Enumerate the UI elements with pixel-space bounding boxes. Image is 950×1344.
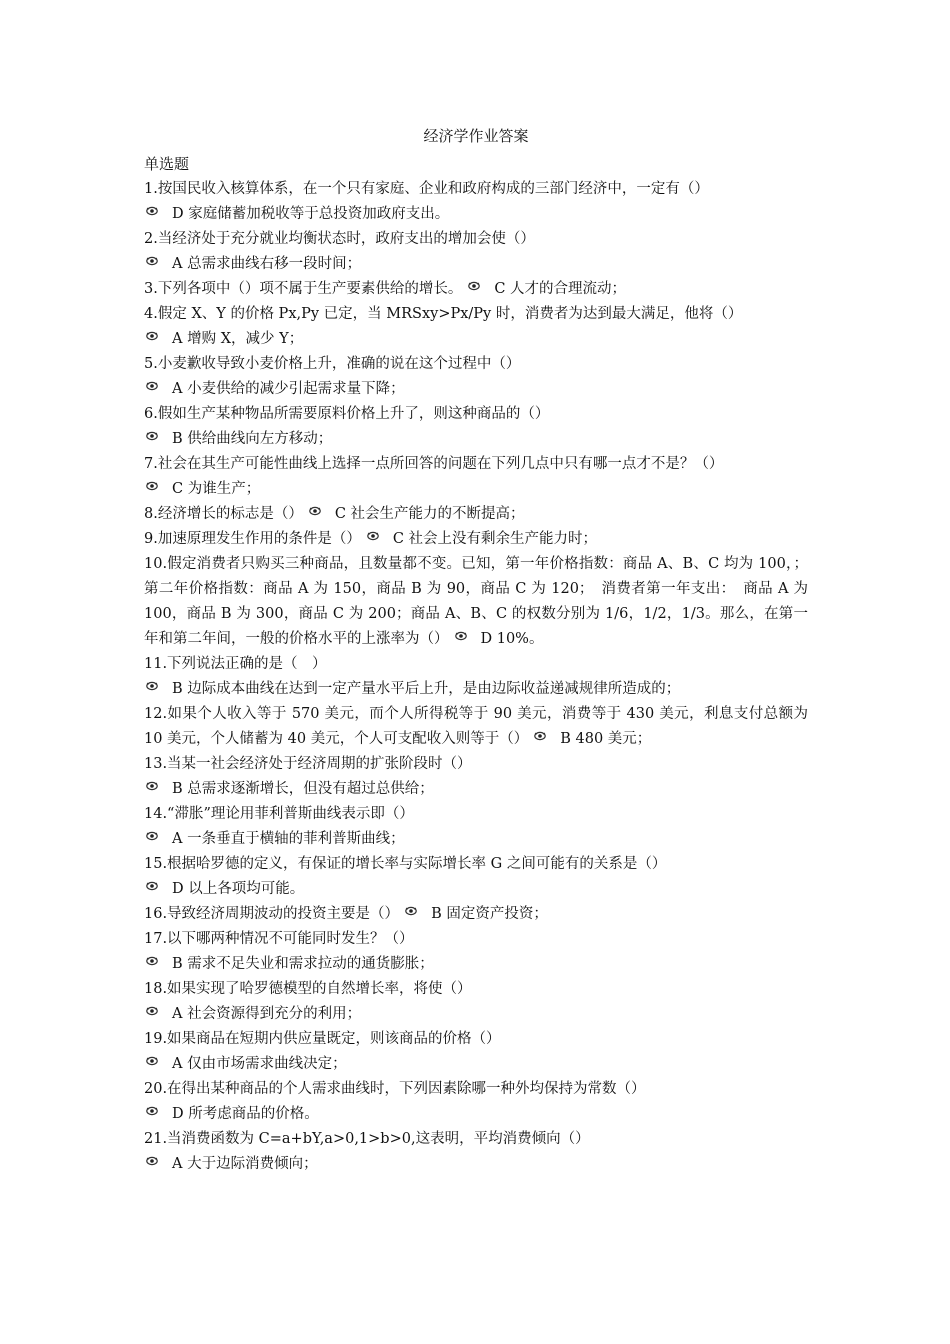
question-text: 21.当消费函数为 C=a+bY,a>0,1>b>0,这表明，平均消费倾向（） [144,1131,590,1147]
document-page [144,124,808,1177]
radio-selected-icon[interactable] [146,681,158,691]
answer-text: A 小麦供给的减少引起需求量下降； [172,381,405,397]
radio-selected-icon[interactable] [146,956,158,966]
radio-selected-icon[interactable] [455,631,467,641]
answer-text: D 10%。 [480,631,544,647]
answer-row [144,202,808,227]
answer-row [144,377,808,402]
question-text: 4.假定 X、Y 的价格 Px,Py 已定，当 MRSxy>Px/Py 时，消费者为达到最大满足，他将（） [144,306,743,322]
answer-text: C 人才的合理流动； [494,281,627,297]
answer-row [144,777,808,802]
question-row [144,552,808,652]
question-row [144,702,808,752]
answer-text: D 所考虑商品的价格。 [172,1106,319,1122]
answer-row [144,1052,808,1077]
radio-selected-icon[interactable] [146,256,158,266]
question-row [144,902,808,927]
question-row [144,502,808,527]
answer-text: B 固定资产投资； [431,906,548,922]
question-text: 11.下列说法正确的是（ ） [144,656,327,672]
answer-row [144,677,808,702]
question-text: 15.根据哈罗德的定义，有保证的增长率与实际增长率 G 之间可能有的关系是（） [144,856,667,872]
radio-selected-icon[interactable] [367,531,379,541]
question-text: 19.如果商品在短期内供应量既定，则该商品的价格（） [144,1031,501,1047]
answer-row [144,1152,808,1177]
answer-text: B 边际成本曲线在达到一定产量水平后上升，是由边际收益递减规律所造成的； [172,681,681,697]
radio-selected-icon[interactable] [146,1056,158,1066]
answer-row [144,1102,808,1127]
radio-selected-icon[interactable] [309,506,321,516]
answer-row [144,827,808,852]
radio-selected-icon[interactable] [146,481,158,491]
question-text: 3.下列各项中（）项不属于生产要素供给的增长。 [144,281,463,297]
question-text: 7.社会在其生产可能性曲线上选择一点所回答的问题在下列几点中只有哪一点才不是？（） [144,456,724,472]
answer-text: A 一条垂直于横轴的菲利普斯曲线； [172,831,405,847]
answer-row [144,952,808,977]
question-text: 8.经济增长的标志是（） [144,506,303,522]
question-text: 13.当某一社会经济处于经济周期的扩张阶段时（） [144,756,472,772]
radio-selected-icon[interactable] [146,381,158,391]
question-text: 20.在得出某种商品的个人需求曲线时，下列因素除哪一种外均保持为常数（） [144,1081,646,1097]
answer-text: B 供给曲线向左方移动； [172,431,333,447]
question-text: 2.当经济处于充分就业均衡状态时，政府支出的增加会使（） [144,231,535,247]
answer-text: A 总需求曲线右移一段时间； [172,256,362,272]
answer-row [144,1002,808,1027]
radio-selected-icon[interactable] [146,781,158,791]
radio-selected-icon[interactable] [534,731,546,741]
question-text: 14.“滞胀”理论用菲利普斯曲线表示即（） [144,806,414,822]
question-text: 9.加速原理发生作用的条件是（） [144,531,361,547]
answer-text: A 大于边际消费倾向； [172,1156,318,1172]
question-text: 10.假定消费者只购买三种商品，且数量都不变。已知，第一年价格指数：商品 A、B、C 均为 100，；第二年价格指数：商品 A 为 150，商品 B 为 90，商品 C 为 120； 消费者第一年支出： 商品 A 为 100，商品 B 为 300，商品 C 为 200；商品 A、B、C 的权数分别为 1/6，1/2，1/3。那么，在第一年和第二年间，一般的价格水平的上涨率为（） [144,556,808,647]
answer-text: C 社会生产能力的不断提高； [334,506,525,522]
question-text: 1.按国民收入核算体系，在一个只有家庭、企业和政府构成的三部门经济中，一定有（） [144,181,709,197]
question-text: 16.导致经济周期波动的投资主要是（） [144,906,400,922]
question-text: 12.如果个人收入等于 570 美元，而个人所得税等于 90 美元，消费等于 430 美元，利息支付总额为 10 美元，个人储蓄为 40 美元，个人可支配收入则等于（） [144,706,808,747]
question-row [144,527,808,552]
radio-selected-icon[interactable] [146,1106,158,1116]
question-row [144,277,808,302]
radio-selected-icon[interactable] [146,331,158,341]
answer-text: B 总需求逐渐增长，但没有超过总供给； [172,781,434,797]
answer-row [144,327,808,352]
question-text: 5.小麦歉收导致小麦价格上升，准确的说在这个过程中（） [144,356,521,372]
answer-row [144,252,808,277]
question-text: 18.如果实现了哈罗德模型的自然增长率，将使（） [144,981,472,997]
answer-row [144,477,808,502]
radio-selected-icon[interactable] [146,1006,158,1016]
question-text: 6.假如生产某种物品所需要原料价格上升了，则这种商品的（） [144,406,550,422]
radio-selected-icon[interactable] [405,906,417,916]
radio-selected-icon[interactable] [146,206,158,216]
answer-row [144,877,808,902]
radio-selected-icon[interactable] [468,281,480,291]
answer-text: A 社会资源得到充分的利用； [172,1006,362,1022]
answer-text: A 仅由市场需求曲线决定； [172,1056,347,1072]
radio-selected-icon[interactable] [146,881,158,891]
document-title: 经济学作业答案 [423,127,529,145]
answer-text: D 以上各项均可能。 [172,881,305,897]
answer-text: D 家庭储蓄加税收等于总投资加政府支出。 [172,206,450,222]
answer-text: C 社会上没有剩余生产能力时； [392,531,598,547]
section-heading: 单选题 [144,155,190,173]
answer-row [144,427,808,452]
radio-selected-icon[interactable] [146,1156,158,1166]
radio-selected-icon[interactable] [146,431,158,441]
radio-selected-icon[interactable] [146,831,158,841]
answer-text: B 需求不足失业和需求拉动的通货膨胀； [172,956,434,972]
answer-text: B 480 美元； [560,731,652,747]
question-text: 17.以下哪两种情况不可能同时发生？（） [144,931,414,947]
answer-text: A 增购 X，减少 Y； [172,331,304,347]
answer-text: C 为谁生产； [172,481,261,497]
